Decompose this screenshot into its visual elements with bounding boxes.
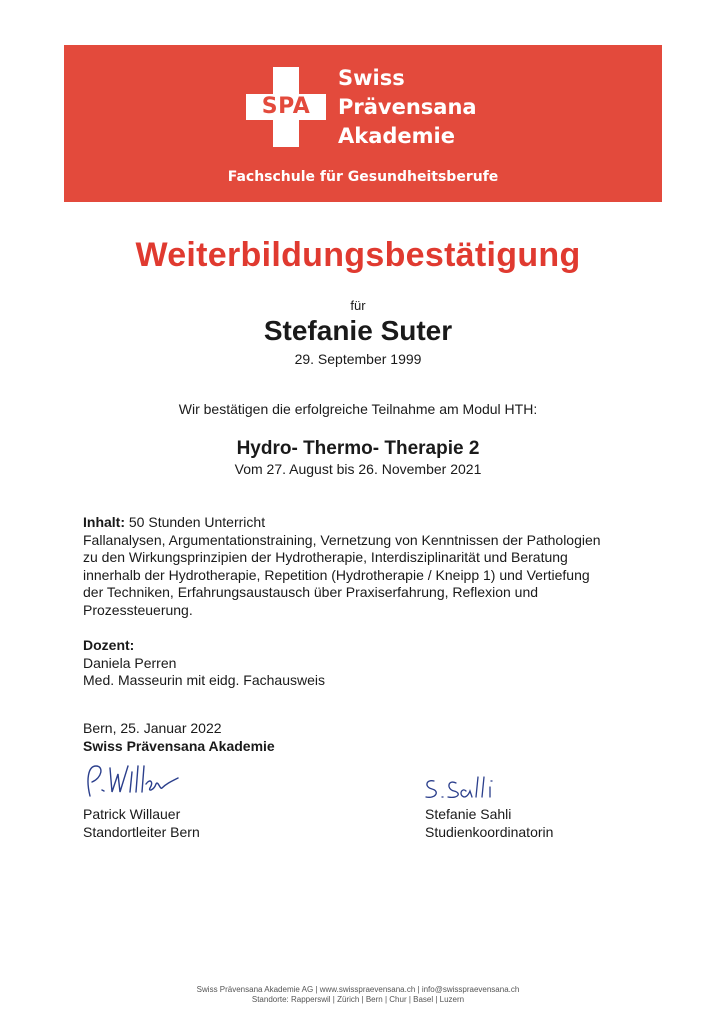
content-line: der Techniken, Erfahrungsaustausch über Praxiserfahrung, Reflexion und (83, 584, 539, 600)
for-label: für (350, 298, 366, 313)
place-date: Bern, 25. Januar 2022 (83, 720, 222, 736)
header-subtitle: Fachschule für Gesundheitsberufe (227, 169, 499, 185)
lecturer-section (83, 637, 643, 690)
confirmation-text: Wir bestätigen die erfolgreiche Teilnahme am Modul HTH: (178, 401, 538, 417)
signatory-willauer (83, 806, 200, 841)
content-hours: 50 Stunden Unterricht (125, 514, 266, 530)
document-title: Weiterbildungsbestätigung (135, 236, 581, 274)
lecturer-qualification: Med. Masseurin mit eidg. Fachausweis (83, 672, 325, 688)
signature-willauer (82, 760, 182, 806)
footer-locations: Standorte: Rapperswil | Zürich | Bern | Chur | Basel | Luzern (251, 995, 465, 1004)
course-title: Hydro- Thermo- Therapie 2 (236, 438, 480, 459)
signatory-name: Stefanie Sahli (425, 806, 512, 822)
signatory-role: Standortleiter Bern (83, 823, 200, 840)
content-line: zu den Wirkungsprinzipien der Hydrotherapie, Interdisziplinarität und Beratung (83, 549, 568, 565)
issue-section (83, 720, 643, 755)
recipient-birthdate: 29. September 1999 (294, 351, 422, 367)
logo-name-line: Akademie (338, 124, 455, 148)
content-heading (83, 514, 643, 532)
content-label: Inhalt: (83, 514, 125, 530)
lecturer-label: Dozent: (83, 637, 135, 653)
institution-name: Swiss Prävensana Akademie (83, 737, 275, 754)
signatory-name: Patrick Willauer (83, 806, 181, 822)
content-line: Fallanalysen, Argumentationstraining, Vernetzung von Kenntnissen der Pathologien (83, 531, 601, 548)
footer (0, 985, 716, 1005)
logo-name-line: Prävensana (338, 95, 477, 119)
content-section (83, 514, 643, 619)
content-line: innerhalb der Hydrotherapie, Repetition (Hydrotherapie / Kneipp 1) und Vertiefung (83, 566, 590, 583)
logo-name (338, 64, 477, 151)
recipient-name: Stefanie Suter (263, 315, 453, 346)
lecturer-name: Daniela Perren (83, 654, 177, 671)
signatory-sahli (425, 806, 553, 841)
logo-abbreviation: SPA (261, 94, 311, 119)
content-line: Prozessteuerung. (83, 601, 193, 618)
signatory-role: Studienkoordinatorin (425, 823, 554, 840)
signature-sahli (422, 773, 522, 803)
logo-name-line: Swiss (338, 66, 405, 90)
course-dates: Vom 27. August bis 26. November 2021 (234, 461, 482, 477)
footer-contact: Swiss Prävensana Akademie AG | www.swisspraevensana.ch | info@swisspraevensana.ch (196, 985, 520, 994)
